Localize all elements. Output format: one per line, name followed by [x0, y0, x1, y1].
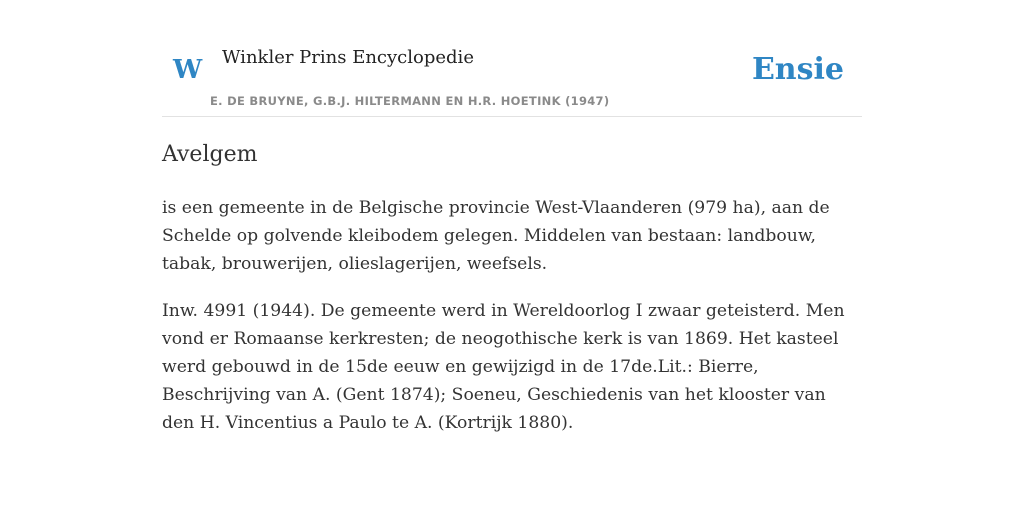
book-title[interactable]: Winkler Prins Encyclopedie	[222, 47, 474, 68]
entry-paragraph: Inw. 4991 (1944). De gemeente werd in Wereldoorlog I zwaar geteisterd. Men vond er Romaanse kerkresten; de neogothische kerk is van 1869. Het kasteel werd gebouwd in de 15de eeuw en gewijzigd in de 17de.Lit.: Bierre, Beschrijving van A. (Gent 1874); Soeneu, Geschiedenis van het klooster van den H. Vincentius a Paulo te A. (Kortrijk 1880).	[162, 301, 845, 433]
book-logo[interactable]: W	[173, 55, 203, 85]
entry-content	[162, 136, 862, 456]
entry-title: Avelgem	[162, 142, 258, 167]
entry-paragraph: is een gemeente in de Belgische provincie West-Vlaanderen (979 ha), aan de Schelde op golvende kleibodem gelegen. Middelen van bestaan: landbouw, tabak, brouwerijen, olieslagerijen, weefsels.	[162, 198, 830, 274]
book-header	[162, 0, 862, 117]
book-authors: E. DE BRUYNE, G.B.J. HILTERMANN EN H.R. HOETINK (1947)	[210, 94, 610, 108]
ensie-logo[interactable]: Ensie	[751, 52, 844, 87]
